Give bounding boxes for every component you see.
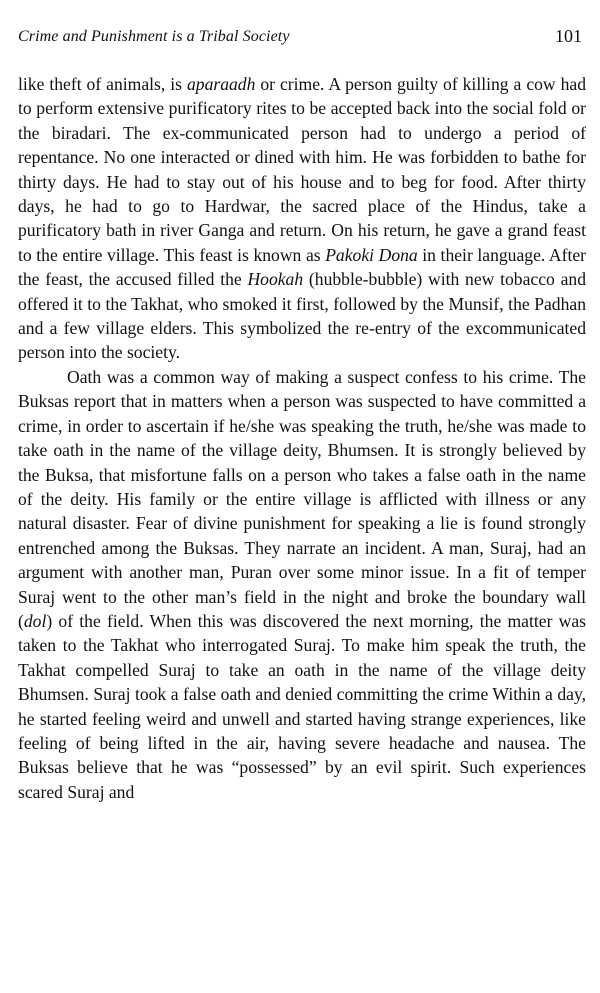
running-title: Crime and Punishment is a Tribal Society [18, 28, 290, 45]
paragraph-2 [18, 365, 586, 804]
text-run: or crime. A person guilty of killing a cow had to perform extensive purificatory rites to be accepted back into the social fold or the biradari. The ex-communicated person had to undergo a period of repentance. No one interacted or dined with him. He was forbidden to bathe for thirty days. He had to stay out of his house and to beg for food. After thirty days, he had to go to Hardwar, the sacred place of the Hindus, take a purificatory bath in river Ganga and return. On his return, he gave a grand feast to the entire village. This feast is known as [18, 74, 586, 265]
italic-term-pakoki-dona: Pakoki Dona [325, 244, 418, 265]
text-run: in their language. After the feast, the accused filled the [18, 244, 587, 290]
text-run: like theft of animals, is [18, 74, 187, 94]
paragraph-1 [18, 72, 586, 365]
body-text [18, 72, 586, 804]
italic-term-dol: dol [23, 610, 47, 631]
running-header [18, 26, 586, 54]
italic-term-aparaadh: aparaadh [186, 74, 256, 94]
page-number: 101 [555, 26, 582, 46]
book-page [18, 26, 586, 804]
italic-term-hookah: Hookah [247, 269, 304, 290]
text-run: Oath was a common way of making a suspect confess to his crime. The Buksas report that in matters when a person was suspected to have committed a crime, in order to ascertain if he/she was speaking the truth, he/she was made to take oath in the name of the village deity, Bhumsen. It is strongly believed by the Buksa, that misfortune falls on a person who takes a false oath in the name of the deity. His family or the entire village is afflicted with illness or any natural disaster. Fear of divine punishment for speaking a lie is found strongly entrenched among the Buksas. They narrate an incident. A man, Suraj, had an argument with another man, Puran over some minor issue. In a fit of temper Suraj went to the other man’s field in the night and broke the boundary wall ( [18, 366, 586, 631]
text-run: (hubble-bubble) with new tobacco and offered it to the Takhat, who smoked it first, followed by the Munsif, the Padhan and a few village elders. This symbolized the re-entry of the excommunicated person into the society. [18, 269, 586, 363]
text-run: ) of the field. When this was discovered the next morning, the matter was taken to the Takhat who interrogated Suraj. To make him speak the truth, the Takhat compelled Suraj to take an oath in the name of the village deity Bhumsen. Suraj took a false oath and denied committing the crime Within a day, he started feeling weird and unwell and started having strange experiences, like feeling of being lifted in the air, having severe headache and nausea. The Buksas believe that he was “possessed” by an evil spirit. Such experiences scared Suraj and [18, 610, 586, 802]
